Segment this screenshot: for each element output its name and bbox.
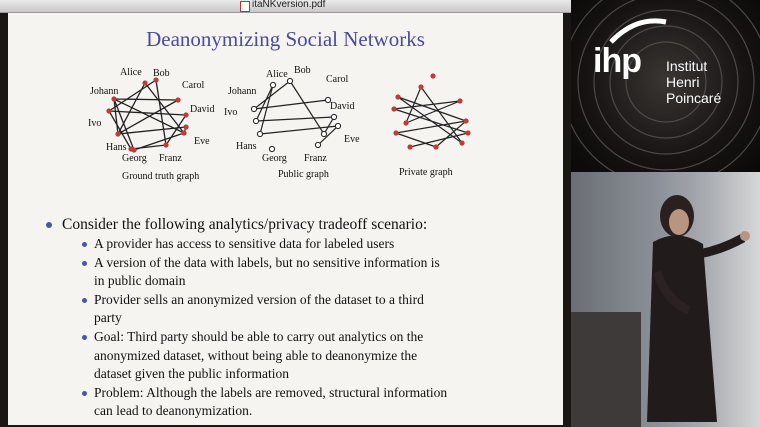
gt-label-georg: Georg — [122, 153, 147, 164]
gt-label-franz: Franz — [159, 153, 182, 164]
institute-name: Institut Henri Poincaré — [666, 58, 722, 106]
bullet-dot-icon — [82, 261, 87, 266]
ground-truth-graph — [109, 80, 186, 150]
pub-label-eve: Eve — [344, 134, 360, 145]
private-graph — [394, 87, 468, 147]
pub-label-georg: Georg — [262, 153, 287, 164]
pdf-window-titlebar — [0, 0, 571, 13]
gt-label-ivo: Ivo — [88, 118, 102, 129]
pub-label-johann: Johann — [228, 86, 257, 97]
gt-label-hans: Hans — [106, 142, 127, 153]
speaker-video — [571, 172, 760, 427]
bullet-dot-icon — [82, 298, 87, 303]
pub-label-carol: Carol — [326, 74, 349, 85]
slide-title: Deanonymizing Social Networks — [146, 27, 425, 51]
pub-label-hans: Hans — [236, 141, 257, 152]
pdf-file-icon — [240, 1, 250, 12]
bullet-dot-icon — [46, 222, 52, 228]
gt-label-alice: Alice — [120, 67, 142, 78]
caption-private: Private graph — [399, 167, 453, 178]
gt-label-david: David — [190, 104, 215, 115]
ihp-logo-mark: ihp — [593, 42, 641, 80]
speaker-panel — [571, 0, 760, 427]
gt-label-carol: Carol — [182, 80, 205, 91]
bullet-dot-icon — [82, 335, 87, 340]
caption-public: Public graph — [278, 169, 329, 180]
gt-label-eve: Eve — [194, 136, 210, 147]
sub-bullet-2: A version of the data with labels, but no sensitive information is in public domain — [44, 254, 554, 291]
bullet-dot-icon — [82, 242, 87, 247]
pub-label-ivo: Ivo — [224, 107, 238, 118]
main-bullet: Consider the following analytics/privacy tradeoff scenario: — [44, 215, 554, 234]
pub-label-david: David — [330, 101, 355, 112]
window-title: itaNKversion.pdf — [252, 0, 326, 10]
gt-label-johann: Johann — [90, 86, 119, 97]
sub-bullet-4: Goal: Third party should be able to carry out analytics on the anonymized dataset, without being able to deanonymize the dataset given the public information — [44, 328, 554, 384]
slide — [8, 13, 563, 425]
sub-bullet-5: Problem: Although the labels are removed, structural information can lead to deanonymization. — [44, 384, 554, 421]
graph-figures — [8, 13, 563, 198]
sub-bullet-3: Provider sells an anonymized version of the dataset to a third party — [44, 291, 554, 328]
ihp-arch-icon — [611, 21, 666, 42]
caption-ground-truth: Ground truth graph — [122, 171, 200, 182]
ihp-logo-area — [571, 0, 760, 172]
bullet-dot-icon — [82, 391, 87, 396]
speaker-figure — [571, 172, 760, 427]
pub-label-franz: Franz — [304, 153, 327, 164]
bullet-list — [44, 215, 554, 421]
gt-label-bob: Bob — [153, 68, 170, 79]
pub-label-alice: Alice — [266, 69, 288, 80]
sub-bullet-1: A provider has access to sensitive data for labeled users — [44, 235, 554, 254]
pub-label-bob: Bob — [294, 65, 311, 76]
